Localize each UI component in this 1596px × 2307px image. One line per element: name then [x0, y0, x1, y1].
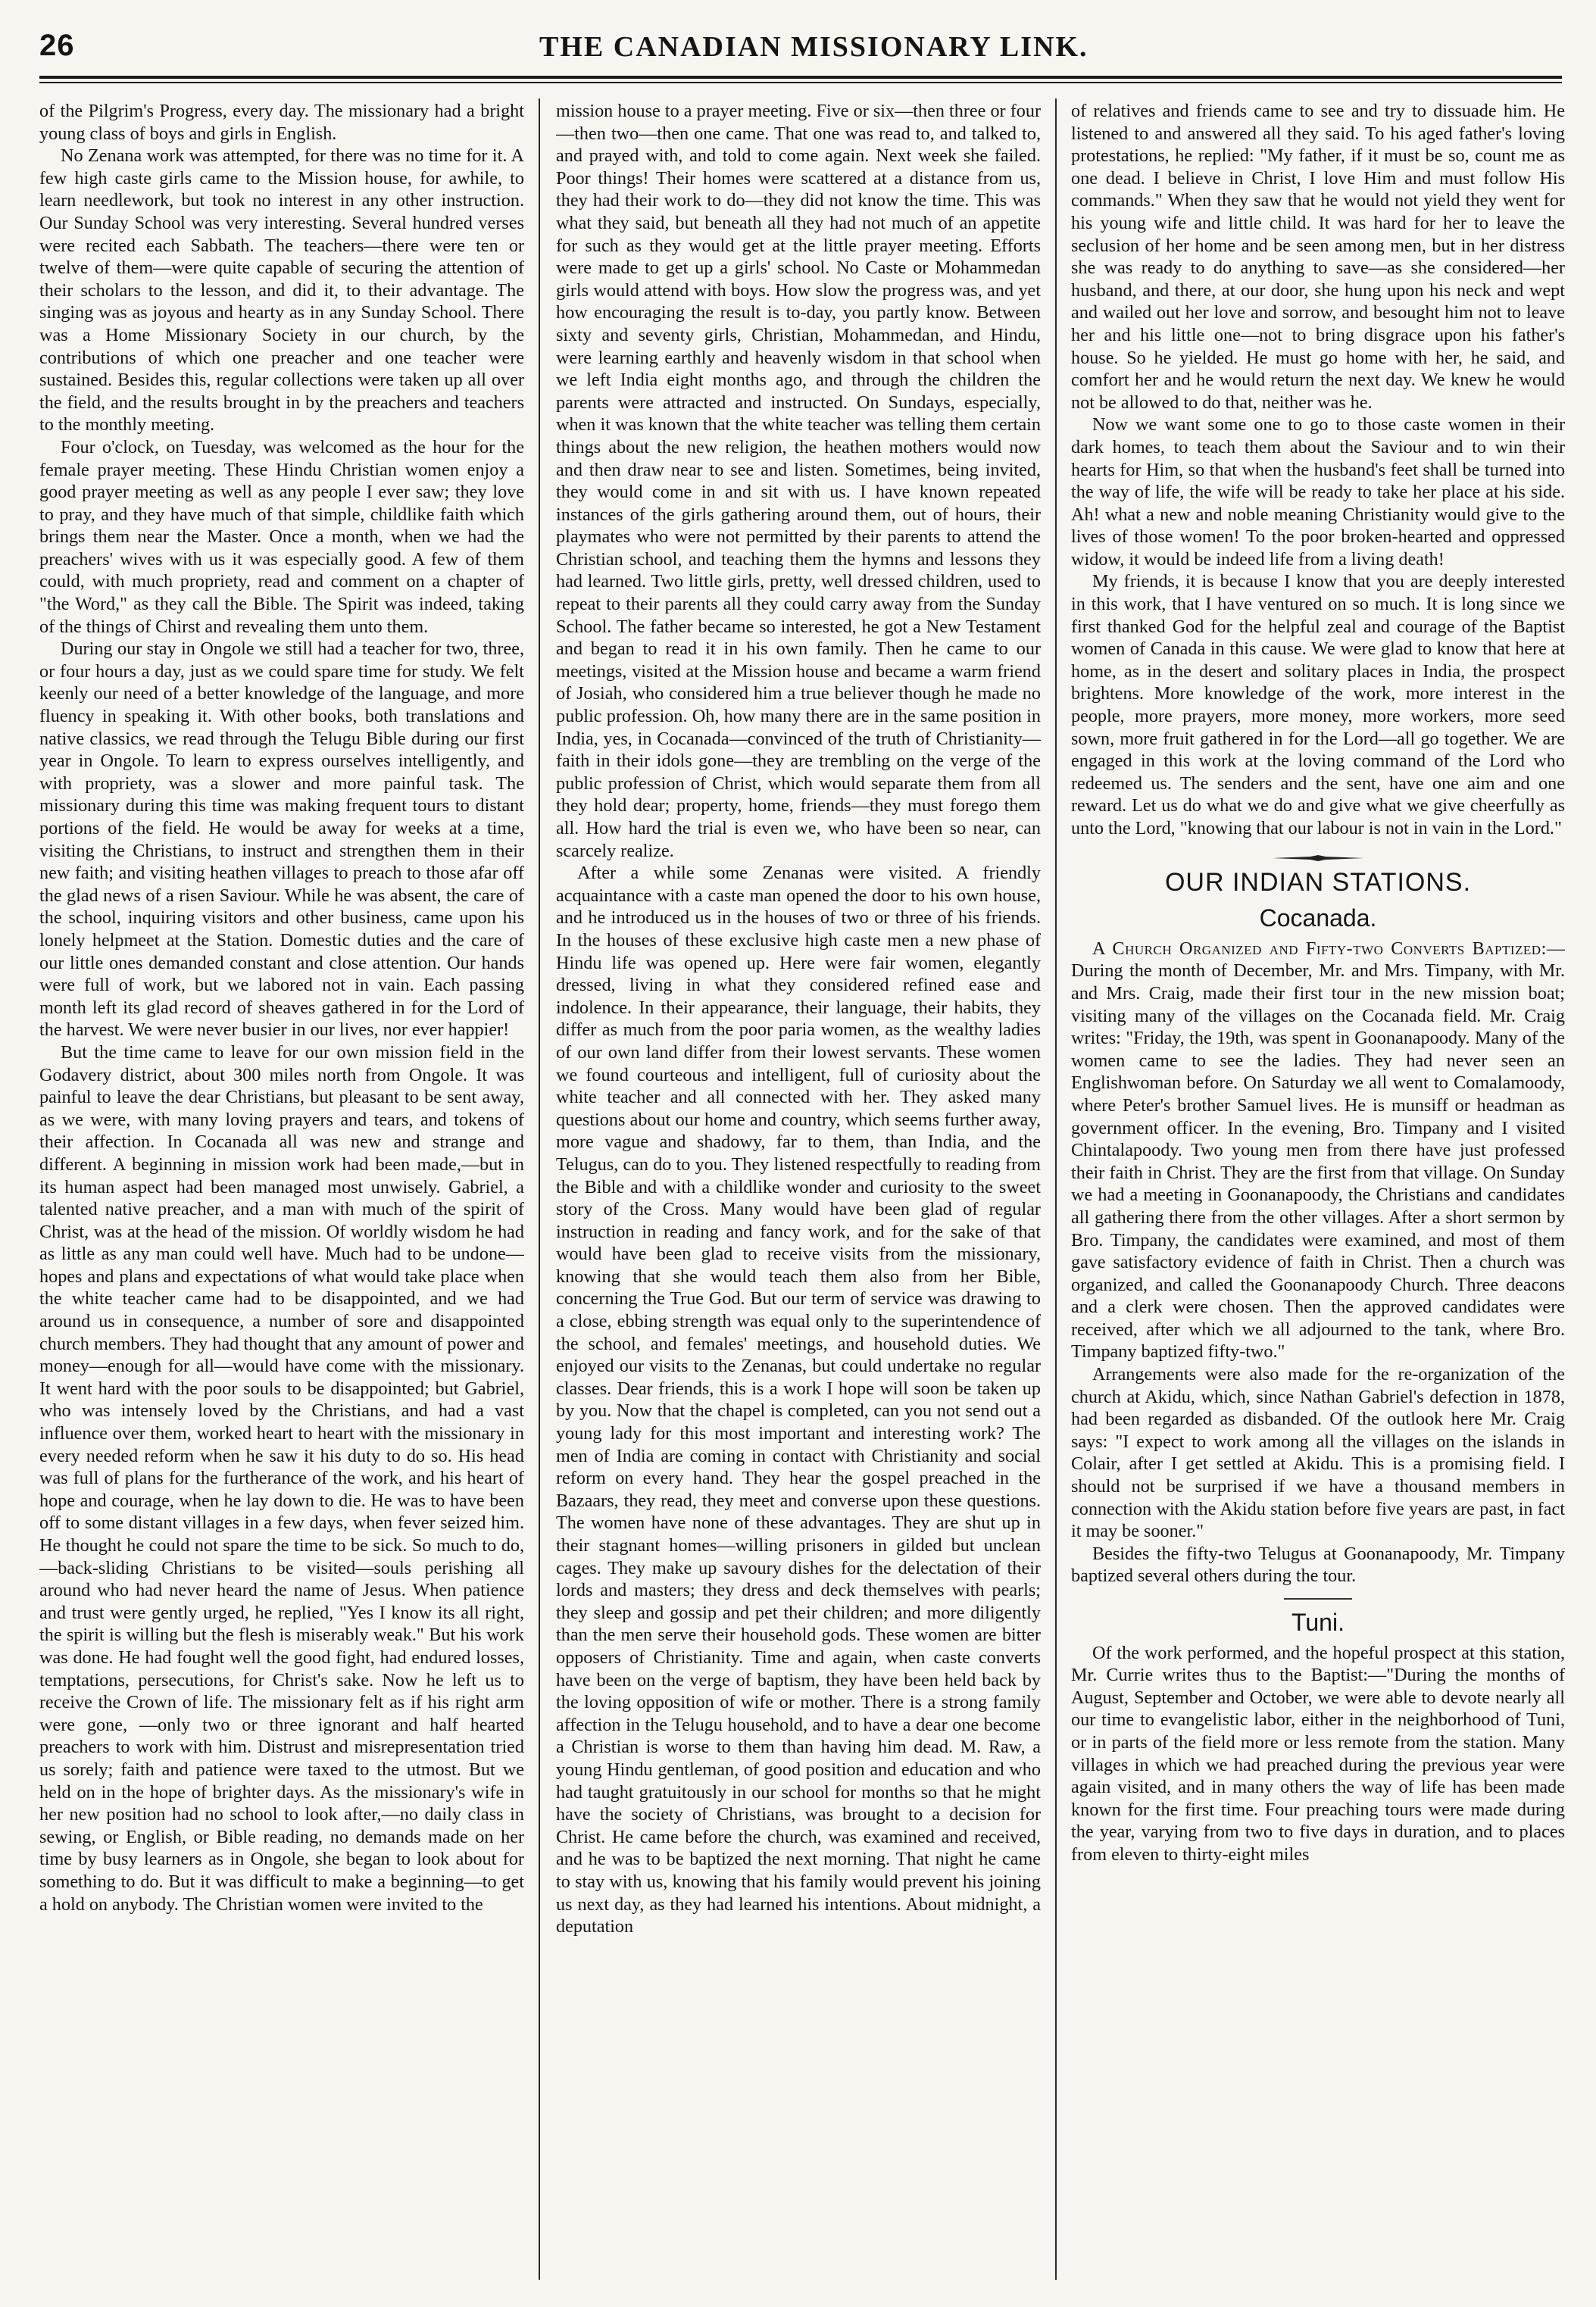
masthead [39, 24, 1562, 77]
column-divider [1055, 98, 1057, 2280]
paragraph: Four o'clock, on Tuesday, was welcomed as the hour for the female prayer meeting. These Hindu Christian women enjoy a good prayer meeting as well as any people I ever saw; they love to pray, and they have much of that simple, childlike faith which brings them near the Master. Once a month, when we had the preachers' wives with us it was especially good. A few of them could, with much propriety, read and comment on a chapter of "the Word," as they call the Bible. The Spirit was indeed, taking of the things of Chirst and revealing them unto them. [39, 436, 524, 637]
journal-title: THE CANADIAN MISSIONARY LINK. [539, 31, 1088, 63]
paragraph: Arrangements were also made for the re-organization of the church at Akidu, which, since Nathan Gabriel's defection in 1878, had been regarded as disbanded. Of the outlook here Mr. Craig says: "I expect to work among all the villages on the islands in Colair, after I get settled at Akidu. This is a promising field. I should not be surprised if we have a thousand members in connection with the Akidu station before five years are past, in fact it may be sooner." [1071, 1364, 1565, 1542]
header-rule-thick [39, 76, 1562, 79]
section-ornament [1273, 855, 1363, 861]
paragraph: After a while some Zenanas were visited. A friendly acquaintance with a caste man opened the door to his own house, and he introduced us in the houses of two or three of his friends. In the houses of these exclusive high caste men a new phase of Hindu life was opened up. Here were fair women, elegantly dressed, living in what they considered refined ease and indolence. In their appearance, their language, their habits, they differ as much from the poor paria women, as the wealthy ladies of our own land differ from their lowest servants. These women we found courteous and intelligent, full of curiosity about the white teacher and all connected with her. They asked many questions about our home and country, which seems further away, more vague and shadowy, far to them, than India, and the Telugus, can do to you. They listened respectfully to reading from the Bible and with a childlike wonder and curiosity to the sweet story of the Cross. Many would have been glad of regular instruction in reading and fancy work, and for the sake of that would have been glad to receive visits from the missionary, knowing that she would teach them also from her Bible, concerning the True God. But our term of service was drawing to a close, ebbing strength was equal only to the superintendence of the school, and females' meetings, and household duties. We enjoyed our visits to the Zenanas, but could undertake no regular classes. Dear friends, this is a work I hope will soon be taken up by you. Now that the chapel is completed, can you not send out a young lady for this most important and interesting work? The men of India are coming in contact with Christianity and social reform on every hand. They hear the gospel preached in the Bazaars, they read, they meet and converse upon these questions. The women have none of these advantages. They are shut up in their stagnant homes—willing prisoners in gilded but unclean cages. They make up savoury dishes for the delectation of their lords and masters; they dress and deck themselves with pearls; they sleep and gossip and pet their children; and more diligently than the men serve their household gods. These women are bitter opposers of Christianity. Time and again, when caste converts have been on the verge of baptism, they have been held back by the loving opposition of wife or mother. There is a strong family affection in the Telugu household, and to have a dear one become a Christian is worse to them than having him dead. M. Raw, a young Hindu gentleman, of good position and education and who had taught gratuitously in our school for months so that he might have the society of Christians, was brought to a decision for Christ. He came before the church, was examined and received, and he was to be baptized the next morning. That night he came to stay with us, knowing that his family would prevent his joining us next day, as they had learned his intentions. About midnight, a deputation [556, 863, 1041, 1937]
paragraph: No Zenana work was attempted, for there was no time for it. A few high caste girls came to the Mission house, for awhile, to learn needlework, but took no interest in any other instruction. Our Sunday School was very interesting. Several hundred verses were recited each Sabbath. The teachers—there were ten or twelve of them—were quite capable of securing the attention of their scholars to the lesson, and did it, to their advantage. The singing was as joyous and hearty as in any Sunday School. There was a Home Missionary Society in our church, by the contributions of which one preacher and one teacher were sustained. Besides this, regular collections were taken up all over the field, and the results brought in by the preachers and teachers to the monthly meeting. [39, 145, 524, 435]
paragraph: Now we want some one to go to those caste women in their dark homes, to teach them about the Saviour and to win their hearts for Him, so that when the husband's feet shall be turned into the way of life, the wife will be ready to take her place at his side. Ah! what a new and noble meaning Christianity would give to the lives of those women! To the poor broken-hearted and oppressed widow, it would be indeed life from a living death! [1071, 414, 1565, 570]
paragraph: of relatives and friends came to see and try to dissuade him. He listened to and answered all they said. To his aged father's loving protestations, he replied: "My father, if it must be so, count me as one dead. I believe in Christ, I love Him and must follow His commands." When they saw that he would not yield they went for his young wife and little child. It was hard for her to leave the seclusion of her home and be seen among men, but in her distress she was ready to do anything to save—as she considered—her husband, and there, at our door, she hung upon his neck and wept and wailed out her love and sorrow, and besought him not to leave her and his little one—not to bring disgrace upon his father's house. So he yielded. He must go home with her, he said, and comfort her and he would return the next day. We knew he would not be allowed to do that, neither was he. [1071, 101, 1565, 413]
section-title: OUR INDIAN STATIONS. [1164, 867, 1472, 897]
station-divider [1284, 1598, 1352, 1600]
paragraph: During our stay in Ongole we still had a teacher for two, three, or four hours a day, just as we could spare time for study. We felt keenly our need of a better knowledge of the language, and more fluency in speaking it. With other books, both translations and native classics, we read through the Telugu Bible during our first year in Ongole. To learn to express ourselves intelligently, and with propriety, was a slower and more painful task. The missionary during this time was making frequent tours to distant portions of the field. He would be away for weeks at a time, visiting the Christians, to instruct and strengthen them in their new faith; and visiting heathen villages to preach to those afar off the glad news of a risen Saviour. While he was absent, the care of the school, inquiring visitors and other business, came upon his lonely helpmeet at the Station. Domestic duties and the care of our little ones demanded constant and close attention. Our hands were full of work, but we labored not in vain. Each passing month left its glad record of sheaves gathered in for the Lord of the harvest. We were never busier in our lives, nor ever happier! [39, 638, 524, 1041]
column-3 [1071, 100, 1565, 2281]
station-title-cocanada: Cocanada. [1259, 904, 1377, 932]
paragraph-lead: A Church Organized and Fifty-two Converts Baptized: [1092, 938, 1547, 959]
paragraph [1071, 938, 1565, 1363]
paragraph: But the time came to leave for our own mission field in the Godavery district, about 300 miles north from Ongole. It was painful to leave the dear Christians, but pleasant to be sent away, as we were, with many loving prayers and tears, and tokens of their affection. In Cocanada all was new and strange and different. A beginning in mission work had been made,—but in its human aspect had been managed most unwisely. Gabriel, a talented native preacher, and a man with much of the spirit of Christ, was at the head of the mission. Of worldly wisdom he had as little as any man could well have. Much had to be undone—hopes and plans and expectations of what would take place when the white teacher came had to be disappointed, and we had around us in consequence, a number of sore and disappointed church members. They had thought that any amount of power and money—enough for all—would have come with the missionary. It went hard with the poor souls to be disappointed; but Gabriel, who was intensely loved by the Christians, and had a vast influence over them, worked heart to heart with the missionary in every needed reform when he saw it his duty to do so. His head was full of plans for the furtherance of the work, and his heart of hope and courage, when he lay down to die. He was to have been off to some distant villages in a few days, when fever seized him. He thought he could not spare the time to be sick. So much to do,—back-sliding Christians to be visited—souls perishing all around who had never heard the name of Jesus. When patience and trust were gently urged, he replied, "Yes I know its all right, the spirit is willing but the flesh is miserably weak." But his work was done. He had fought well the good fight, had endured losses, temptations, persecutions, for Christ's sake. Now he left us to receive the Crown of life. The missionary felt as if his right arm were gone, —only two or three ignorant and half hearted preachers to work with him. Distrust and misrepresentation tried us sorely; faith and patience were taxed to the utmost. But we held on in the hope of brighter days. As the missionary's wife in her new position had no school to look after,—no daily class in sewing, or English, or Bible reading, no demands made on her time by busy learners as in Ongole, she began to look about for something to do. But it was difficult to make a beginning—to get a hold on anybody. The Christian women were invited to the [39, 1041, 524, 1915]
page-number: 26 [39, 29, 75, 62]
station-title-tuni: Tuni. [1291, 1609, 1345, 1636]
paragraph: My friends, it is because I know that you are deeply interested in this work, that I have ventured on so much. It is long since we first thanked God for the helpful zeal and courage of the Baptist women of Canada in this cause. We were glad to know that here at home, as in the desert and solitary places in India, the prospect brightens. More knowledge of the work, more interest in the people, more prayers, more money, more workers, more seed sown, more fruit gathered in for the Lord—all go together. We are engaged in this work at the loving command of the Lord who redeemed us. The senders and the sent, have one aim and one reward. Let us do what we do and give what we give cheerfully as unto the Lord, "knowing that our labour is not in vain in the Lord." [1071, 571, 1565, 838]
paragraph: Of the work performed, and the hopeful prospect at this station, Mr. Currie writes thus to the Baptist:—"During the months of August, September and October, we were able to devote nearly all our time to evangelistic labor, either in the neighborhood of Tuni, or in parts of the field more or less remote from the station. Many villages in which we had preached during the previous year were again visited, and in many others the way of life has been made known for the first time. Four preaching tours were made during the year, varying from two to five days in duration, and to places from eleven to thirty-eight miles [1071, 1642, 1565, 1865]
paragraph: of the Pilgrim's Progress, every day. The missionary had a bright young class of boys and girls in English. [39, 101, 524, 144]
paragraph-body: —During the month of December, Mr. and Mrs. Timpany, with Mr. and Mrs. Craig, made their first tour in the new mission boat; visiting many of the villages on the Cocanada field. Mr. Craig writes: "Friday, the 19th, was spent in Goonanapoody. Many of the women came to see the ladies. They had never seen an Englishwoman before. On Saturday we all went to Comalamoody, where Peter's brother Samuel lives. He is munsiff or headman as government officer. In the evening, Bro. Timpany and I visited Chintalapoody. Two young men from there have just professed their faith in Christ. They are the first from that village. On Sunday we had a meeting in Goonanapoody, the Christians and candidates all gathering there from the other villages. After a short sermon by Bro. Timpany, the candidates were examined, and most of them gave satisfactory evidence of faith in Christ. Then a church was organized, and called the Goonanapoody Church. Three deacons and a clerk were chosen. Then the approved candidates were received, after which we all adjourned to the tank, where Bro. Timpany baptized fifty-two." [1071, 938, 1565, 1363]
paragraph: Besides the fifty-two Telugus at Goonanapoody, Mr. Timpany baptized several others during the tour. [1071, 1543, 1565, 1587]
column-2 [556, 100, 1041, 2281]
column-divider [539, 98, 540, 2280]
paragraph: mission house to a prayer meeting. Five or six—then three or four—then two—then one came. That one was read to, and talked to, and prayed with, and told to come again. Next week she failed. Poor things! Their homes were scattered at a distance from us, they had their work to do—they did not know the time. This was what they said, but beneath all they had not much of an appetite for such as they would get at the little prayer meeting. Efforts were made to get up a girls' school. No Caste or Mohammedan girls would attend with boys. How slow the progress was, and yet how encouraging the result is to-day, you partly know. Between sixty and seventy girls, Christian, Mohammedan, and Hindu, were learning earthly and heavenly wisdom in that school when we left India eight months ago, and through the children the parents were attracted and instructed. On Sundays, especially, when it was known that the white teacher was telling them certain things about the new religion, the heathen mothers would now and then draw near to see and listen. Sometimes, being invited, they would come in and sit with us. I have known repeated instances of the girls gathering around them, out of hours, their playmates who were not permitted by their parents to attend the Christian school, and teaching them the hymns and lessons they had learned. Two little girls, pretty, well dressed children, used to repeat to their parents all they could carry away from the Sunday School. The father became so interested, he got a New Testament and began to read it in his own family. Then he came to our meetings, visited at the Mission house and became a warm friend of Josiah, who considered him a true believer though he made no public profession. Oh, how many there are in the same position in India, yes, in Cocanada—convinced of the truth of Christianity—faith in their idols gone—they are trembling on the verge of the public profession of Christ, which would separate them from all they hold dear; property, home, friends—they must forego them all. How hard the trial is even we, who have been so near, can scarcely realize. [556, 101, 1041, 861]
header-rule-thin [39, 82, 1562, 83]
column-1 [39, 100, 524, 2281]
